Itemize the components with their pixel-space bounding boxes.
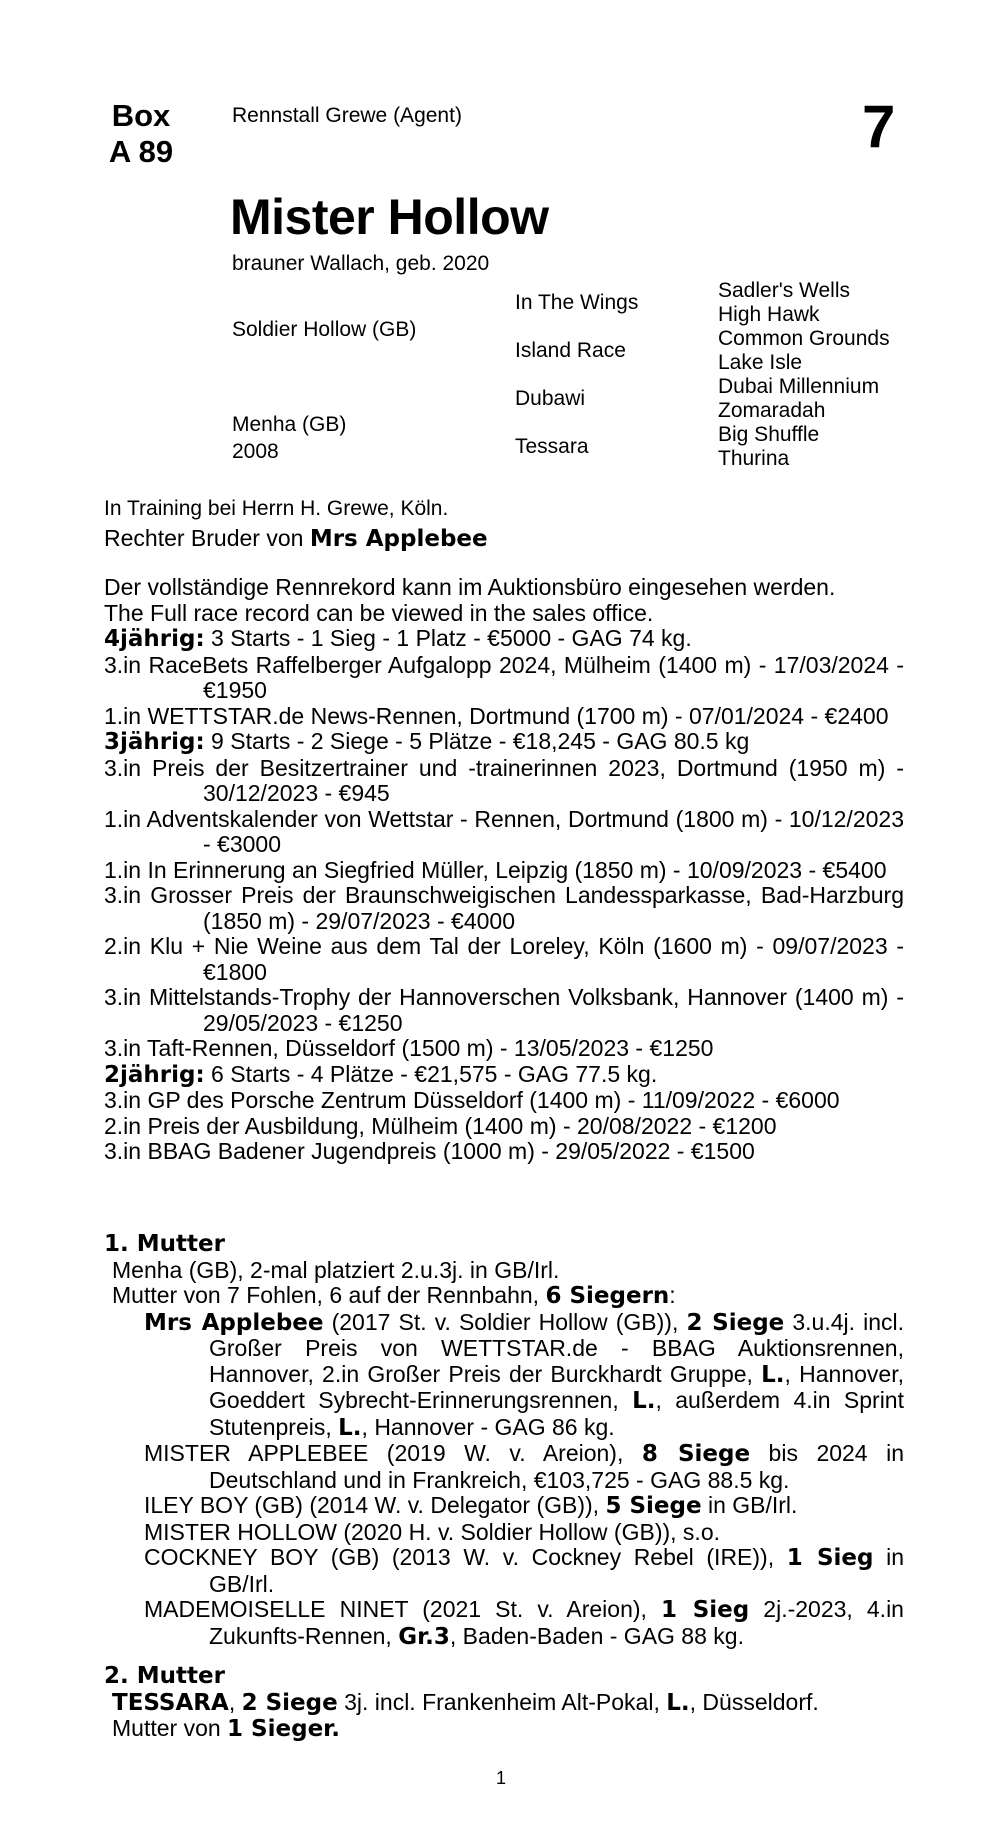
pedigree-dam-year: 2008 [232, 440, 279, 463]
race-entry: 3.in RaceBets Raffelberger Aufgalopp 2024, Mülheim (1400 m) - 17/03/2024 - €1950 [104, 651, 904, 703]
offspring-list [104, 1310, 904, 1651]
box-label: Box A 89 [108, 98, 174, 169]
first-dam-produce: Mutter von 7 Fohlen, 6 auf der Rennbahn, 6 Siegern: [112, 1282, 676, 1309]
pedigree-dam-sire: Dubawi [515, 387, 586, 410]
pedigree-dam: Menha (GB) [232, 413, 347, 436]
race-entry: 2.in Preis der Ausbildung, Mülheim (1400 m) - 20/08/2022 - €1200 [104, 1112, 777, 1139]
record-note-de: Der vollständige Rennrekord kann im Auktionsbüro eingesehen werden. [104, 574, 836, 600]
second-dam-section [104, 1664, 904, 1743]
second-dam-heading: 2. Mutter [104, 1663, 225, 1689]
pedigree-gen3-1: Sadler's Wells [718, 279, 850, 302]
pedigree-gen3-7: Big Shuffle [718, 423, 820, 446]
horse-name: Mister Hollow [230, 189, 549, 245]
second-dam-produce: Mutter von 1 Sieger. [112, 1715, 340, 1742]
race-entry: 3.in Taft-Rennen, Düsseldorf (1500 m) - 13/05/2023 - €1250 [104, 1035, 714, 1061]
first-dam-line: Menha (GB), 2-mal platziert 2.u.3j. in GB/Irl. [112, 1256, 560, 1283]
record-note-en: The Full race record can be viewed in the sales office. [104, 599, 654, 626]
consignor: Rennstall Grewe (Agent) [232, 104, 462, 127]
page-number: 1 [496, 1768, 507, 1788]
horse-description: brauner Wallach, geb. 2020 [232, 252, 490, 275]
training-info: In Training bei Herrn H. Grewe, Köln. [104, 497, 449, 520]
pedigree-gen3-6: Zomaradah [718, 399, 826, 422]
race-entry: 3.in Preis der Besitzertrainer und -trainerinnen 2023, Dortmund (1950 m) - 30/12/2023 - €945 [104, 754, 904, 806]
pedigree-gen3-4: Lake Isle [718, 351, 803, 374]
pedigree-gen3-5: Dubai Millennium [718, 375, 880, 398]
offspring-item: COCKNEY BOY (GB) (2013 W. v. Cockney Rebel (IRE)), 1 Sieg in GB/Irl. [144, 1544, 905, 1597]
race-entry: 3.in Grosser Preis der Braunschweigischen Landessparkasse, Bad-Harzburg (1850 m) - 29/07/2023 - €4000 [104, 882, 904, 934]
pedigree-sire-sire: In The Wings [515, 291, 639, 314]
sibling-line: Rechter Bruder von Mrs Applebee [104, 525, 488, 552]
pedigree-gen3-3: Common Grounds [718, 327, 890, 350]
first-dam-section [104, 1232, 904, 1650]
lot-number: 7 [862, 93, 896, 160]
race-entry: 3.in Mittelstands-Trophy der Hannoverschen Volksbank, Hannover (1400 m) - 29/05/2023 - €1250 [104, 984, 904, 1036]
race-entry: 2.in Klu + Nie Weine aus dem Tal der Loreley, Köln (1600 m) - 09/07/2023 - €1800 [104, 933, 904, 985]
sibling-name: Mrs Applebee [309, 526, 488, 552]
race-entry: 1.in WETTSTAR.de News-Rennen, Dortmund (1700 m) - 07/01/2024 - €2400 [104, 702, 889, 729]
race-entry: 3.in BBAG Badener Jugendpreis (1000 m) - 29/05/2022 - €1500 [104, 1138, 755, 1164]
offspring-item: ILEY BOY (GB) (2014 W. v. Delegator (GB)), 5 Siege in GB/Irl. [144, 1492, 798, 1519]
pedigree-gen3-8: Thurina [718, 447, 790, 470]
record-year-summary: 2jährig: 6 Starts - 4 Plätze - €21,575 - GAG 77.5 kg. [104, 1060, 658, 1088]
race-entry: 3.in GP des Porsche Zentrum Düsseldorf (1400 m) - 11/09/2022 - €6000 [104, 1087, 840, 1113]
record-year-summary: 4jährig: 3 Starts - 1 Sieg - 1 Platz - €5000 - GAG 74 kg. [104, 625, 692, 652]
pedigree-sire-dam: Island Race [515, 339, 626, 362]
second-dam-line: TESSARA, 2 Siege 3j. incl. Frankenheim Alt-Pokal, L., Düsseldorf. [112, 1688, 819, 1716]
offspring-item: Mrs Applebee (2017 St. v. Soldier Hollow (GB)), 2 Siege 3.u.4j. incl. Großer Preis von WETTSTAR.de - BBAG Auktionsrennen, Hannover, 2.in Großer Preis der Burckhardt Gruppe, L., Hannover, Goeddert Sybrecht-Erinnerungsrennen, L., außerdem 4.in Sprint Stutenpreis, L., Hannover - GAG 86 kg. [144, 1308, 905, 1441]
first-dam-heading: 1. Mutter [104, 1231, 225, 1257]
offspring-item: MADEMOISELLE NINET (2021 St. v. Areion), 1 Sieg 2j.-2023, 4.in Zukunfts-Rennen, Gr.3, Baden-Baden - GAG 88 kg. [144, 1596, 904, 1650]
race-record [104, 575, 904, 1165]
pedigree-sire: Soldier Hollow (GB) [232, 318, 417, 341]
record-year-summary: 3jährig: 9 Starts - 2 Siege - 5 Plätze - €18,245 - GAG 80.5 kg [104, 728, 750, 755]
race-entry: 1.in In Erinnerung an Siegfried Müller, Leipzig (1850 m) - 10/09/2023 - €5400 [104, 856, 887, 883]
pedigree-dam-dam: Tessara [515, 435, 589, 458]
race-entry: 1.in Adventskalender von Wettstar - Rennen, Dortmund (1800 m) - 10/12/2023 - €3000 [104, 805, 904, 857]
pedigree-gen3-2: High Hawk [718, 303, 820, 326]
offspring-item: MISTER APPLEBEE (2019 W. v. Areion), 8 Siege bis 2024 in Deutschland und in Frankreich, €103,725 - GAG 88.5 kg. [144, 1440, 904, 1493]
offspring-item: MISTER HOLLOW (2020 H. v. Soldier Hollow (GB)), s.o. [144, 1518, 720, 1545]
